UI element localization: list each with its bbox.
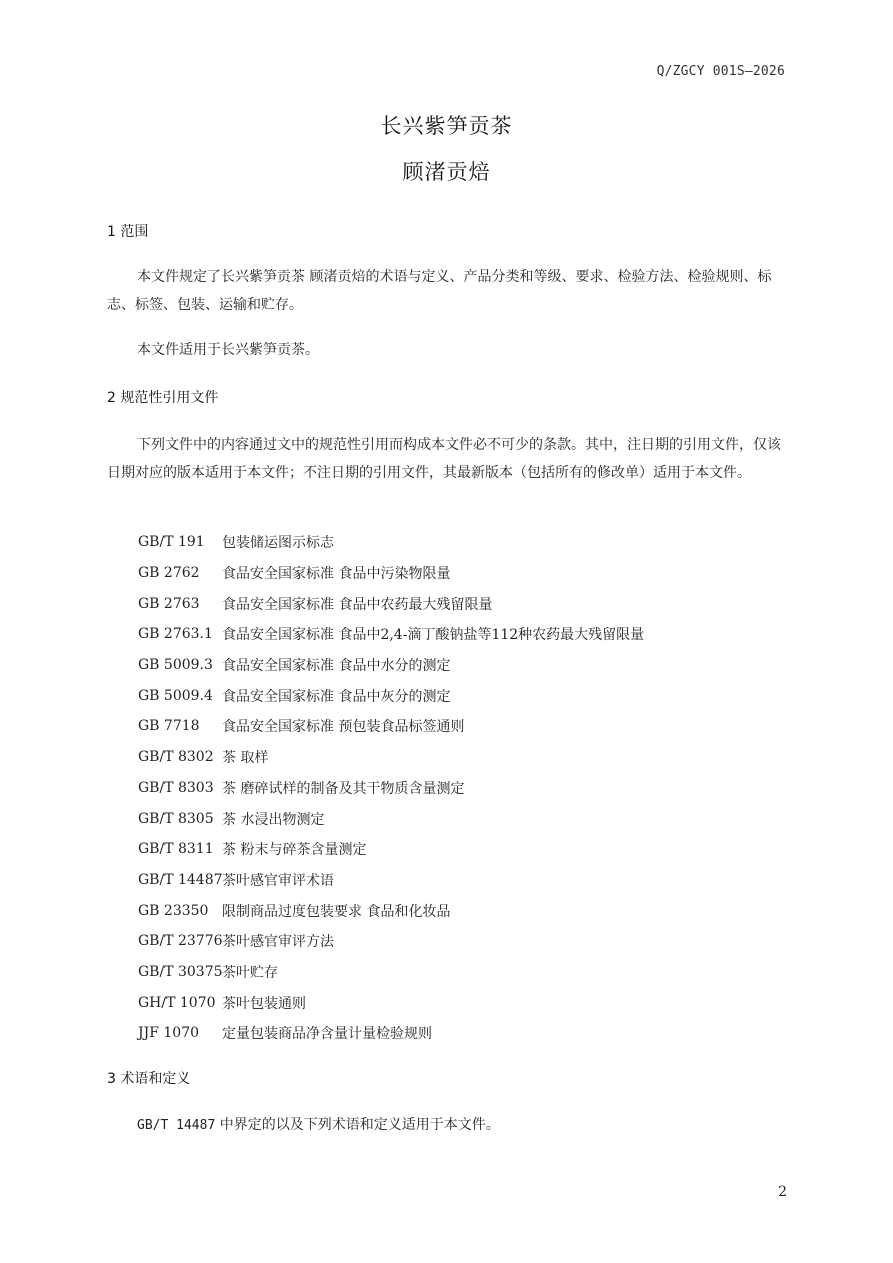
scope-applicability: 本文件适用于长兴紫笋贡茶。 — [137, 342, 319, 358]
reference-code: GB 2762 — [138, 565, 200, 582]
reference-code: GB 5009.3 — [138, 657, 213, 674]
document-subtitle: 顾渚贡焙 — [402, 160, 491, 184]
reference-title: 茶 水浸出物测定 — [222, 811, 325, 828]
terms-reference-code: GB/T 14487 — [137, 1118, 216, 1133]
reference-item — [138, 926, 778, 957]
reference-item — [138, 803, 778, 834]
reference-title: 定量包装商品净含量计量检验规则 — [222, 1026, 432, 1043]
reference-item — [138, 895, 778, 926]
reference-title: 食品安全国家标准 食品中灰分的测定 — [222, 688, 451, 705]
reference-code: GB/T 8311 — [138, 841, 214, 858]
reference-code: GB/T 191 — [138, 534, 205, 551]
reference-code: GB 5009.4 — [138, 687, 213, 704]
reference-code: GB 2763.1 — [138, 626, 213, 643]
scope-paragraph: 本文件规定了长兴紫笋贡茶 顾渚贡焙的术语与定义、产品分类和等级、要求、检验方法、检验规则、标志、标签、包装、运输和贮存。 — [107, 269, 772, 313]
reference-title: 食品安全国家标准 预包装食品标签通则 — [222, 719, 465, 736]
document-code: Q/ZGCY 001S—2026 — [656, 64, 785, 79]
reference-code: JJF 1070 — [138, 1025, 200, 1042]
reference-title: 限制商品过度包装要求 食品和化妆品 — [222, 903, 451, 920]
reference-title: 茶 磨碎试样的制备及其干物质含量测定 — [222, 780, 465, 797]
reference-item — [138, 957, 778, 988]
reference-item — [138, 619, 778, 650]
document-title: 长兴紫笋贡茶 — [380, 114, 513, 138]
reference-title: 食品安全国家标准 食品中水分的测定 — [222, 658, 451, 675]
section-heading-scope: 1 范围 — [107, 224, 149, 240]
terms-text: 中界定的以及下列术语和定义适用于本文件。 — [219, 1117, 500, 1133]
reference-code: GB/T 8303 — [138, 779, 214, 796]
reference-item — [138, 588, 778, 619]
reference-title: 食品安全国家标准 食品中污染物限量 — [222, 566, 451, 583]
reference-code: GB/T 8302 — [138, 749, 214, 766]
reference-title: 茶叶贮存 — [222, 964, 278, 981]
reference-item — [138, 865, 778, 896]
reference-code: GB 23350 — [138, 902, 209, 919]
terms-paragraph — [137, 1114, 500, 1134]
reference-item — [138, 1018, 778, 1049]
reference-title: 食品安全国家标准 食品中2,4-滴丁酸钠盐等112种农药最大残留限量 — [222, 627, 645, 644]
reference-item — [138, 650, 778, 681]
reference-item — [138, 558, 778, 589]
reference-code: GB/T 30375 — [138, 963, 223, 980]
reference-item — [138, 711, 778, 742]
reference-code: GB 7718 — [138, 718, 200, 735]
reference-code: GB/T 14487 — [138, 871, 223, 888]
reference-item — [138, 773, 778, 804]
reference-code: GH/T 1070 — [138, 994, 216, 1011]
section-heading-terms: 3 术语和定义 — [107, 1071, 191, 1087]
section-heading-references: 2 规范性引用文件 — [107, 390, 219, 406]
reference-title: 食品安全国家标准 食品中农药最大残留限量 — [222, 596, 493, 613]
reference-item — [138, 527, 778, 558]
page-number: 2 — [778, 1184, 787, 1200]
reference-code: GB/T 23776 — [138, 933, 223, 950]
reference-item — [138, 742, 778, 773]
reference-title: 茶叶包装通则 — [222, 995, 306, 1012]
reference-code: GB/T 8305 — [138, 810, 214, 827]
reference-title: 茶 粉末与碎茶含量测定 — [222, 842, 367, 859]
reference-list — [138, 527, 778, 1049]
reference-title: 茶叶感官审评方法 — [222, 934, 334, 951]
reference-item — [138, 987, 778, 1018]
reference-code: GB 2763 — [138, 595, 200, 612]
reference-item — [138, 680, 778, 711]
reference-title: 茶 取样 — [222, 750, 269, 767]
references-intro: 下列文件中的内容通过文中的规范性引用而构成本文件必不可少的条款。其中，注日期的引用文件，仅该日期对应的版本适用于本文件；不注日期的引用文件，其最新版本（包括所有的修改单）适用于本文件。 — [107, 437, 781, 481]
reference-title: 包装储运图示标志 — [222, 535, 334, 552]
reference-item — [138, 834, 778, 865]
reference-title: 茶叶感官审评术语 — [222, 872, 334, 889]
